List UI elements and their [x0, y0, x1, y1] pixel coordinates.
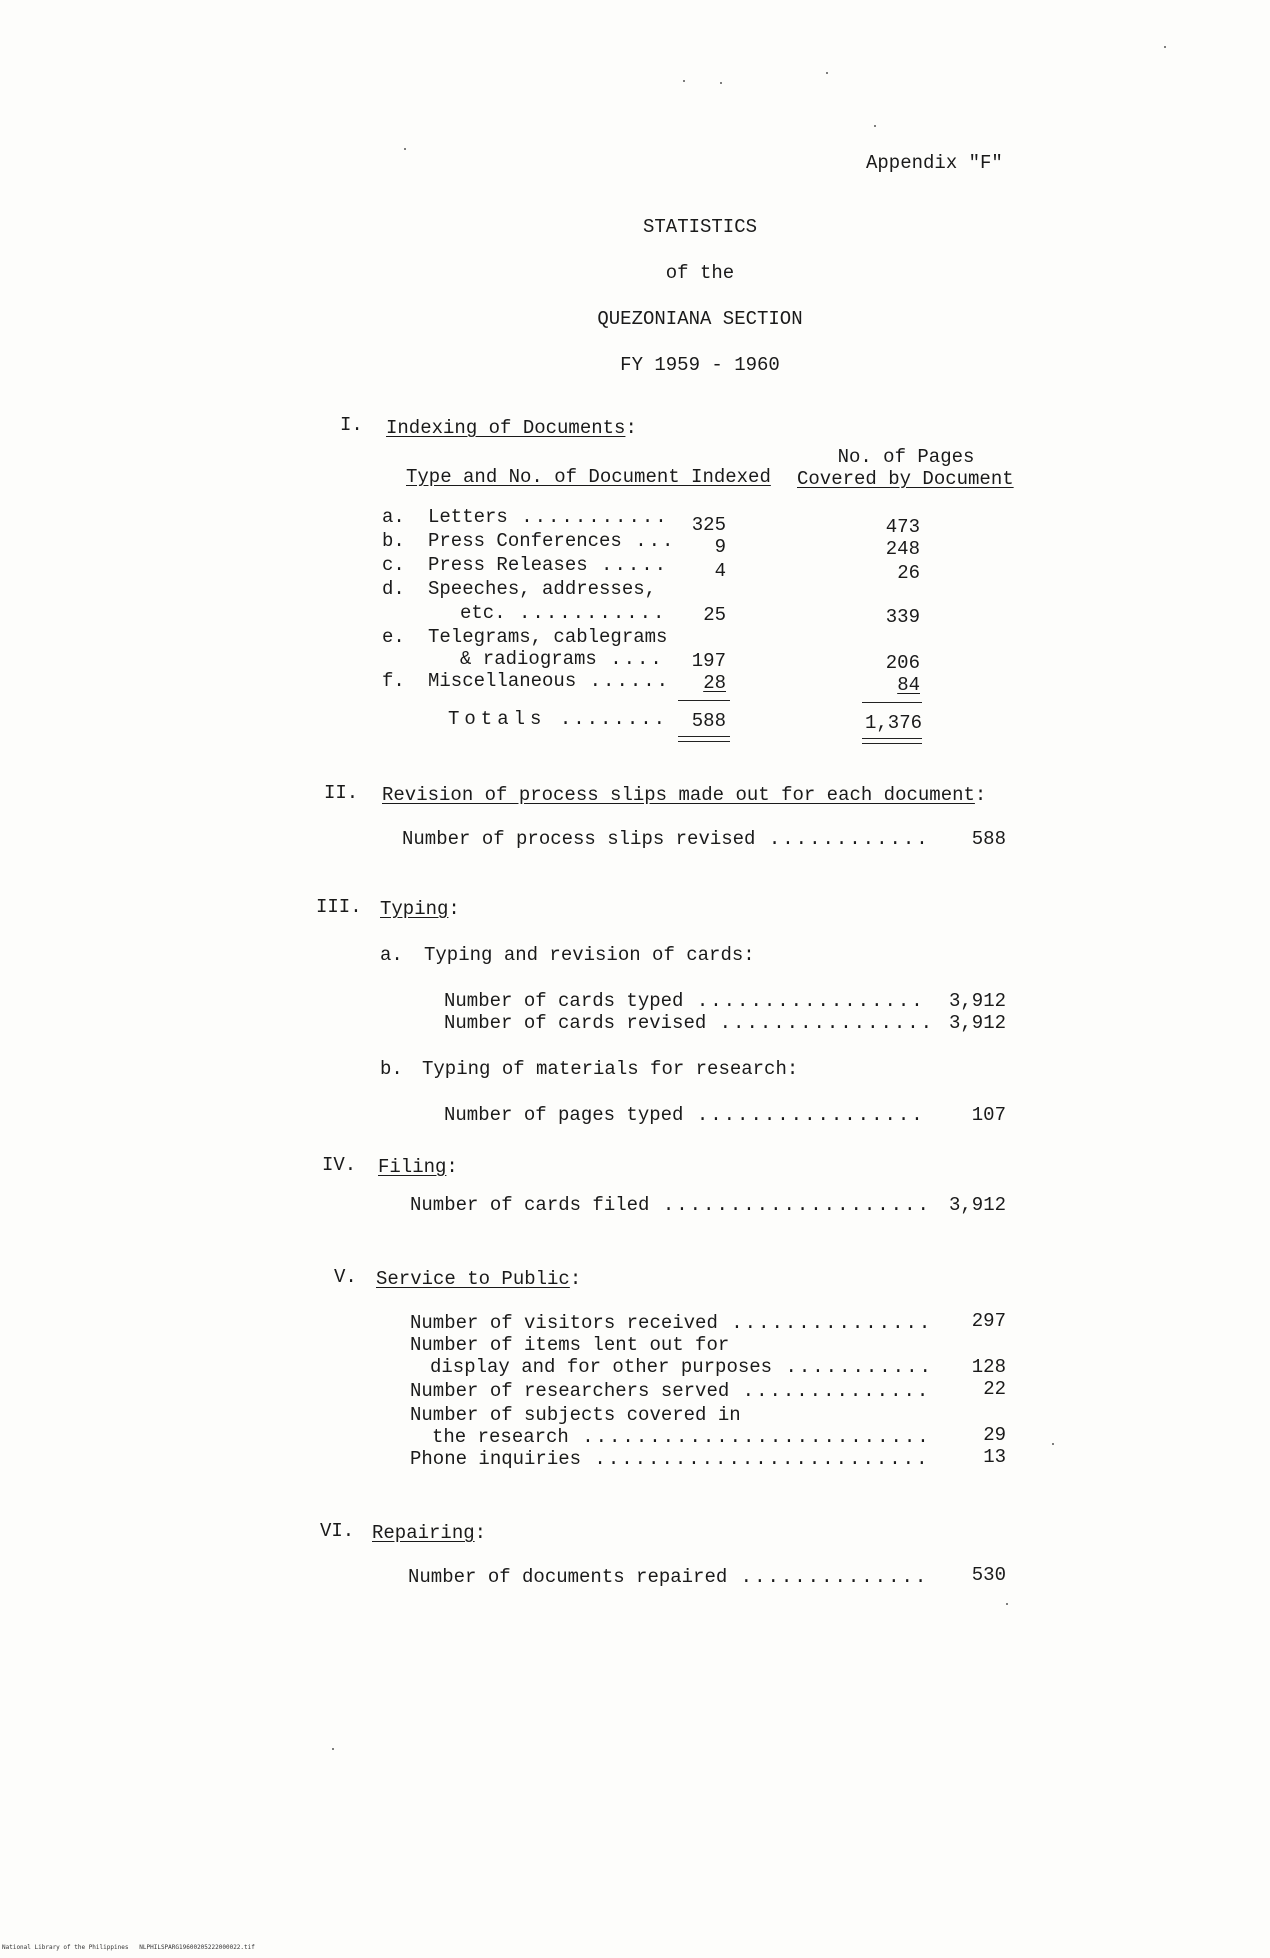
stat-value: 297	[971, 1310, 1006, 1332]
scan-speck	[404, 148, 406, 150]
stat-value: 13	[983, 1446, 1006, 1468]
pages-column-header-line-2: Covered by Document	[797, 468, 1014, 490]
page-title-line-2: of the	[665, 262, 735, 284]
stat-line: Number of cards typed .....	[444, 990, 928, 1012]
section-heading: Repairing:	[372, 1522, 487, 1544]
sum-rule	[678, 700, 730, 701]
section-heading: Indexing of Documents:	[386, 417, 637, 439]
sum-rule	[862, 702, 922, 703]
stat-line: Number of cards revised .....	[444, 1012, 928, 1034]
scan-speck	[332, 1748, 334, 1750]
scan-speck	[1052, 1443, 1054, 1445]
total-double-rule	[862, 738, 922, 744]
subsection-letter: b.	[380, 1058, 403, 1080]
subsection-letter: a.	[380, 944, 403, 966]
stat-line-label: Number of subjects covered in	[410, 1404, 741, 1426]
fiscal-year: FY 1959 - 1960	[620, 354, 780, 376]
scan-speck	[1164, 46, 1166, 48]
scan-speck	[874, 125, 876, 127]
section-title: Typing	[380, 898, 449, 920]
stat-value: 22	[983, 1378, 1006, 1400]
stat-value: 588	[971, 828, 1006, 850]
stat-line: Number of cards filed .....	[410, 1194, 928, 1216]
section-number: V.	[334, 1266, 357, 1288]
scan-speck	[826, 72, 828, 74]
stat-line: Number of process slips revised .....	[402, 828, 928, 850]
scan-speck	[683, 80, 685, 82]
section-title: Filing	[378, 1156, 447, 1178]
stat-value: 530	[971, 1564, 1006, 1586]
page-title-line-3: QUEZONIANA SECTION	[597, 308, 803, 330]
stat-value: 29	[983, 1424, 1006, 1446]
section-heading: Filing:	[378, 1156, 458, 1178]
section-title: Repairing	[372, 1522, 475, 1544]
section-number: III.	[316, 896, 362, 918]
section-title: Indexing of Documents	[386, 417, 626, 439]
totals-pages: 1,376	[864, 712, 922, 734]
stat-line: Phone inquiries .....	[410, 1448, 928, 1470]
section-number: II.	[324, 782, 359, 804]
total-double-rule	[678, 736, 730, 742]
section-number: IV.	[322, 1154, 357, 1176]
totals-count: 588	[691, 710, 726, 732]
scan-speck	[720, 82, 722, 84]
page-title: STATISTICS	[642, 216, 758, 238]
section-number: VI.	[320, 1520, 355, 1542]
section-title: Service to Public	[376, 1268, 570, 1290]
stat-line: Number of pages typed .....	[444, 1104, 928, 1126]
stat-line: Number of researchers served .....	[410, 1380, 928, 1402]
stat-line: the research .....	[432, 1426, 928, 1448]
subsection-title: Typing and revision of cards:	[424, 944, 755, 966]
section-title: Revision of process slips made out for each document	[382, 784, 975, 806]
pages-column-header-line-1: No. of Pages	[837, 446, 975, 468]
stat-line: Number of visitors received .....	[410, 1312, 928, 1334]
scan-source-footer: National Library of the Philippines NLPHILSPARG19600205222000022.tif	[2, 1944, 255, 1951]
section-heading: Service to Public:	[376, 1268, 582, 1290]
section-heading: Typing:	[380, 898, 460, 920]
subsection-title: Typing of materials for research:	[422, 1058, 799, 1080]
stat-value: 3,912	[948, 990, 1006, 1012]
section-heading: Revision of process slips made out for each document:	[382, 784, 987, 806]
stat-value: 3,912	[948, 1012, 1006, 1034]
appendix-label: Appendix "F"	[866, 152, 1003, 174]
stat-line: Number of documents repaired .....	[408, 1566, 928, 1588]
stat-line-label: Number of items lent out for	[410, 1334, 730, 1356]
stat-value: 3,912	[948, 1194, 1006, 1216]
type-column-header: Type and No. of Document Indexed	[406, 466, 771, 488]
stat-value: 107	[971, 1104, 1006, 1126]
stat-value: 128	[971, 1356, 1006, 1378]
scan-speck	[1006, 1603, 1008, 1605]
stat-line: display and for other purposes .....	[430, 1356, 928, 1378]
section-number: I.	[340, 414, 363, 436]
